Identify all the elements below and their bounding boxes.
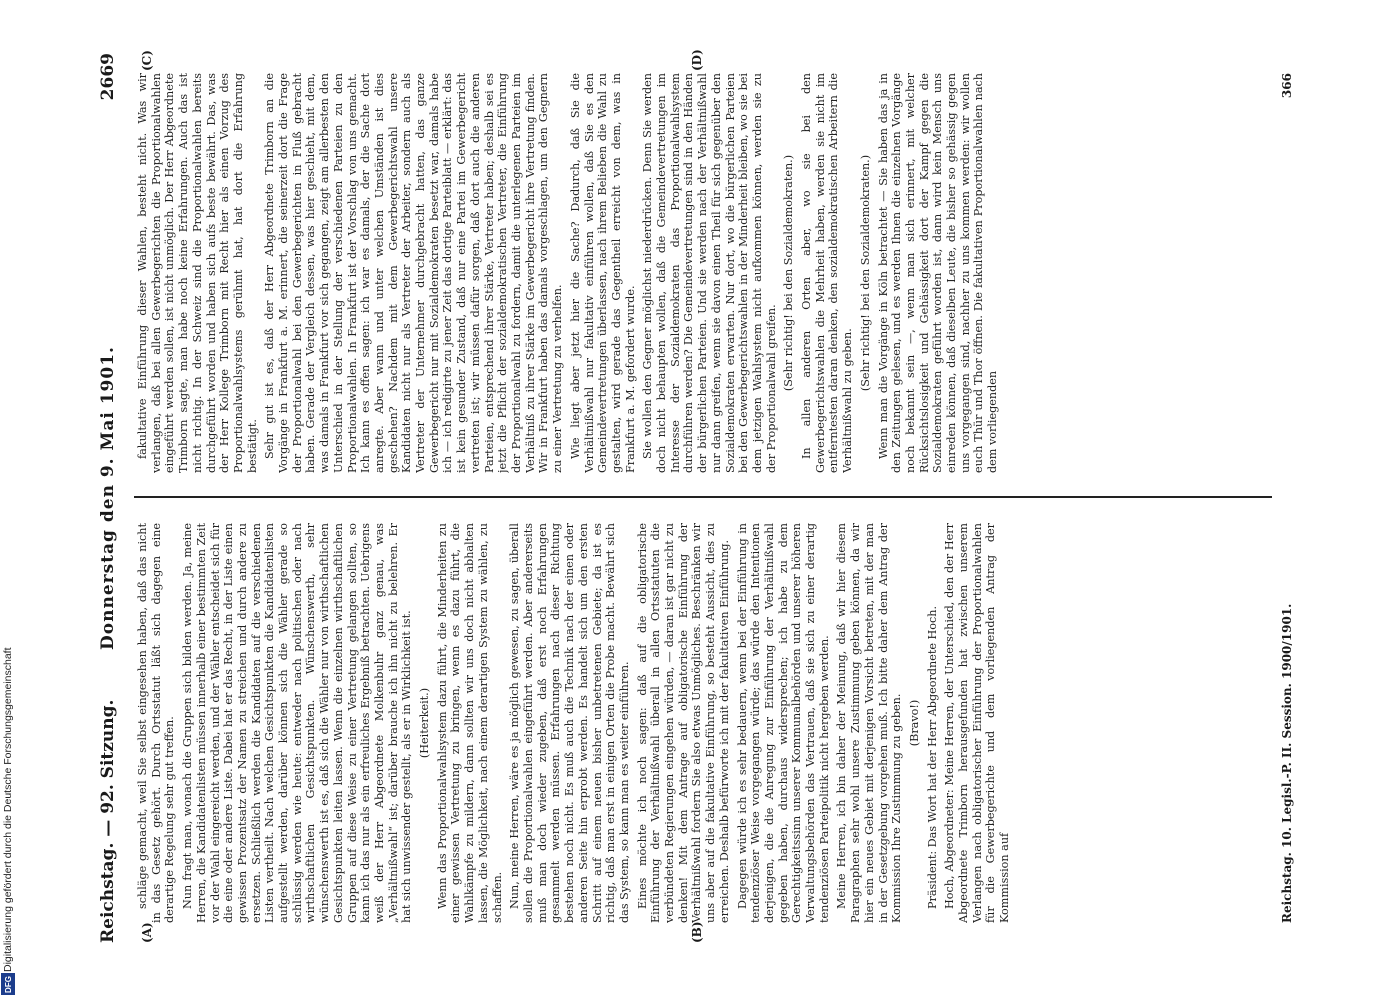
paragraph: Wenn das Proportionalwahlsystem dazu führt, die Minderheiten zu einer gewissen Vertretung zu bringen, wenn es dazu führt, die Wahlkämpfe zu mildern, dann sollten wir uns doch nicht abhalten lassen, die Möglichkeit, nach einem derartigen System zu wählen, zu schaffen. (435, 523, 504, 923)
interjection: (Bravo!) (907, 699, 921, 747)
paragraph: Nun, meine Herren, wäre es ja möglich gewesen, zu sagen, überall sollen die Proportionalwahlen eingeführt werden. Aber andererseits muß man doch wieder zugeben, daß erst noch Erfahrungen gesammelt werden müssen. Erfahrungen nach dieser Richtung bestehen noch nicht. Es muß auch die Technik nach der einen oder anderen Seite hin erprobt werden. Es handelt sich um den ersten Schritt auf einem neuen bisher unbetretenen Gebiete; da ist es richtig, daß man erst in einigen Orten die Probe macht. Bewährt sich das System, so kann man es weiter einführen. (508, 523, 631, 923)
paragraph: schläge gemacht, weil Sie selbst eingesehen haben, daß das nicht in das Gesetz gehört. Durch Ortsstatut läßt sich dagegen eine derartige Regelung sehr gut treffen. (136, 523, 177, 923)
paragraph: Präsident: Das Wort hat der Herr Abgeordnete Hoch. (925, 605, 939, 909)
margin-marker-b: (B) (690, 921, 704, 943)
dfg-logo (1, 973, 15, 995)
paragraph: Nun fragt man, wonach die Gruppen sich bilden werden. Ja, meine Herren, die Kandidatenlisten müssen innerhalb einer bestimmten Zeit vor der Wahl eingereicht werden, und der Wähler entscheidet sich für die eine oder andere Liste. Dabei hat er das Recht, in der Liste einen gewissen Prozentsatz der Namen zu streichen und durch andere zu ersetzen. Schließlich werden die Kandidaten auf die verschiedenen Listen vertheilt. Nach welchen Gesichtspunkten die Kandidatenlisten aufgestellt werden, darüber können sich die Wähler gerade so schlüssig werden wie heute: entweder nach politischen oder nach wirthschaftlichen Gesichtspunkten. Wünschenswerth, sehr wünschenswerth ist es, daß sich die Wähler nur von wirthschaftlichen Gesichtspunkten leiten lassen. Wenn die einzelnen wirthschaftlichen Gruppen auf diese Weise zu einer Vertretung gelangen sollten, so kann ich das nur als ein erfreuliches Ergebniß betrachten. Uebrigens weiß der Herr Abgeordnete Molkenbuhr ganz genau, was „Verhältnißwahl“ ist; darüber brauche ich ihn nicht zu belehren. Er hat sich unwissender gestellt, als er in Wirklichkeit ist. (181, 523, 414, 923)
page-footer (1280, 73, 1302, 923)
margin-marker-a: (A) (140, 922, 154, 943)
header-session: Reichstag. — 92. Sitzung. (98, 699, 118, 943)
interjection: (Sehr richtig! bei den Sozialdemokraten.) (858, 154, 872, 392)
page-number: 2669 (98, 53, 118, 101)
scanned-page (90, 43, 1312, 953)
sidebar (0, 0, 16, 1000)
paragraph: Wenn man die Vorgänge in Köln betrachtet — Sie haben das ja in den Zeitungen gelesen, und es werden Ihnen die einzelnen Vorgänge noch bekannt sein —, wenn man sich erinnert, mit welcher Rücksichtslosigkeit und Gehässigkeit dort der Kampf gegen die Sozialdemokraten geführt worden ist, dann wird kein Mensch uns einreden können, daß dieselben Leute, die bisher so gehässig gegen uns vorgegangen sind, nachher zu uns kommen werden: wir wollen euch Thür und Thor öffnen. Die fakultativen Proportionalwahlen nach dem vorliegenden (876, 73, 1000, 473)
paragraph: Eines möchte ich noch sagen: daß auf die obligatorische Einführung der Verhältnißwahl überall in allen Ortsstatuten die verbündeten Regierungen eingehen würden, — daran ist gar nicht zu denken! Mit dem Antrage auf obligatorische Einführung der Verhältnißwahl fordern Sie also etwas Unmögliches. Beschränken wir uns aber auf die fakultative Einführung, so besteht Aussicht, dies zu erreichen. Deshalb befürworte ich mit der fakultativen Einführung. (635, 523, 731, 923)
dfg-logo-text: DFG (3, 975, 13, 993)
footer-number: 366 (1280, 73, 1294, 99)
right-column (136, 73, 1272, 473)
left-column (136, 523, 1272, 923)
paragraph: Sehr gut ist es, daß der Herr Abgeordnete Trimborn an die Vorgänge in Frankfurt a. M. erinnert, die seinerzeit dort die Frage der Proportionalwahl bei den Gewerbegerichten in Fluß gebracht haben. Gerade der Vergleich dessen, was hier geschieht, mit dem, was damals in Frankfurt vor sich gegangen, zeigt am allerbesten den Unterschied in der Stellung der verschiedenen Parteien zu den Proportionalwahlen. In Frankfurt ist der Vorschlag von uns gemacht. Ich kann es offen sagen: ich war es damals, der die Sache dort anregte. Aber wann und unter welchen Umständen ist dies geschehen? Nachdem mit dem Gewerbegerichtswahl unsere Kandidaten nicht nur als Vertreter der Arbeiter, sondern auch als Vertreter der Unternehmer durchgebracht hatten, das ganze Gewerbegericht nur mit Sozialdemokraten besetzt war, damals habe ich — ich redigirte zu jener Zeit das dortige Parteiblatt — erklärt: das ist kein gesunder Zustand, daß nur eine Partei im Gewerbegericht vertreten ist; wir müssen dafür sorgen, daß dort auch die anderen Parteien, entsprechend ihrer Stärke, Vertreter haben; deshalb sei es jetzt die Pflicht der sozialdemokratischen Vertreter, die Einführung der Proportionalwahl zu fordern, damit die unterlegenen Parteien im Verhältniß zu ihrer Stärke im Gewerbegericht ihre Vertretung finden. Wir in Frankfurt haben das damals vorgeschlagen, um den Gegnern zu einer Vertretung zu verhelfen. (263, 73, 565, 473)
paragraph: Hoch, Abgeordneter: Meine Herren, der Unterschied, den der Herr Abgeordnete Trimborn herausgefunden hat zwischen unserem Verlangen nach obligatorischer Einführung der Proportionalwahlen für die Gewerbegerichte und dem vorliegenden Antrag der Kommission auf (943, 523, 1012, 923)
interjection: (Heiterkeit.) (418, 687, 432, 759)
margin-marker-d: (D) (690, 49, 704, 71)
funding-notice: Digitalisierung gefördert durch die Deutsche Forschungsgemeinschaft (2, 647, 14, 972)
page-header (98, 53, 128, 943)
paragraph: Meine Herren, ich bin daher der Meinung, daß wir hier diesem Paragraphen sehr wohl unsere Zustimmung geben können, da wir hier ein neues Gebiet mit derjenigen Vorsicht betreten, mit der man in der Gesetzgebung vorgehen muß. Ich bitte daher dem Antrag der Kommission Ihre Zustimmung zu geben. (835, 523, 904, 923)
margin-marker-c: (C) (140, 50, 154, 71)
paragraph: Dagegen würde ich es sehr bedauern, wenn bei der Einführung in tendenziöser Weise vorgegangen würde; das würde den Intentionen derjenigen, die die Anregung zur Einführung der Verhältnißwahl gegeben haben, durchaus widersprechen; ich habe zu dem Gerechtigkeitssinn unserer Kommunalbehörden und unserer höheren Verwaltungsbehörden das Vertrauen, daß sie sich zu einer derartig tendenziösen Parteipolitik nicht hergeben werden. (735, 523, 831, 923)
paragraph: In allen anderen Orten aber, wo sie bei den Gewerbegerichtswahlen die Mehrheit haben, werden sie nicht im entferntesten daran denken, den sozialdemokratischen Arbeitern die Verhältnißwahl zu geben. (800, 73, 855, 473)
interjection: (Sehr richtig! bei den Sozialdemokraten.) (782, 154, 796, 392)
column-divider (134, 496, 1272, 498)
paragraph: Sie wollen den Gegner möglichst niederdrücken. Denn Sie werden doch nicht behaupten wollen, daß die Gemeindevertretungen im Interesse der Sozialdemokraten das Proportionalwahlsystem durchführen werden? Die Gemeindevertretungen sind in den Händen der bürgerlichen Parteien. Und sie werden nach der Verhältnißwahl nur dann greifen, wenn sie davon einen Theil für sich gegenüber den Sozialdemokraten erwarten. Nur dort, wo die bürgerlichen Parteien bei den Gewerbegerichtswahlen in der Minderheit bleiben, wo sie bei dem jetzigen Wahlsystem nicht aufkommen können, werden sie zu der Proportionalwahl greifen. (641, 73, 778, 473)
footer-legislature: Reichstag. 10. Legisl.-P. II. Session. 1900/1901. (1280, 603, 1294, 923)
paragraph: fakultative Einführung dieser Wahlen, besteht nicht. Was wir verlangen, daß bei allen Gewerbegerichten die Proportionalwahlen eingeführt werden sollen, ist nicht unmöglich. Der Herr Abgeordnete Trimborn sagte, man habe noch keine Erfahrungen. Auch das ist nicht richtig. In der Schweiz sind die Proportionalwahlen bereits durchgeführt worden und haben sich aufs beste bewährt. Das, was der Herr Kollege Trimborn mit Recht hier als einen Vorzug des Proportionalwahlsystems gerühmt hat, hat dort die Erfahrung bestätigt. (136, 73, 259, 473)
paragraph: Wie liegt aber jetzt hier die Sache? Dadurch, daß Sie die Verhältnißwahl nur fakultativ einführen wollen, daß Sie es den Gemeindevertretungen überlassen, nach ihrem Belieben die Wahl zu gestalten, wird gerade das Gegentheil erreicht von dem, was in Frankfurt a. M. gefordert wurde. (568, 73, 637, 473)
header-date: Donnerstag den 9. Mai 1901. (98, 346, 118, 650)
